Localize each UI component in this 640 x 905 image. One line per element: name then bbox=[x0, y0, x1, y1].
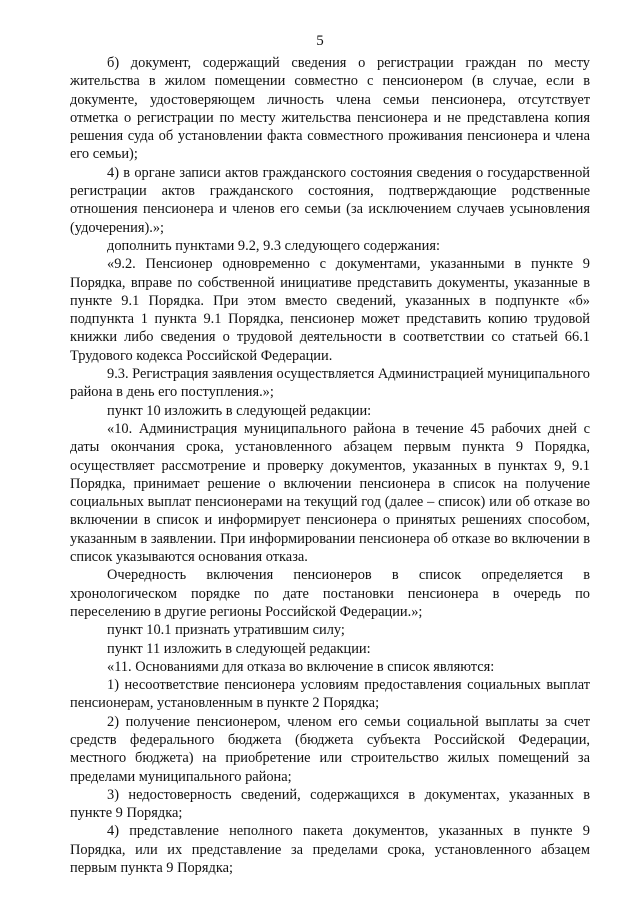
paragraph-add-9-2-9-3: дополнить пунктами 9.2, 9.3 следующего содержания: bbox=[107, 237, 440, 254]
page-number: 5 bbox=[316, 33, 324, 49]
paragraph-item-b-residence-document: б) документ, содержащий сведения о регистрации граждан по месту жительства в жилом помещении совместно с пенсионером (в случае, если в документе, удостоверяющем личность члена семьи пенсионера, отсутствует отметка о регистрации по месту жительства пенсионера и не представлена копия решения суда об установлении факта совместного проживания пенсионера и члена его семьи); bbox=[70, 55, 590, 163]
paragraph-refusal-3: 3) недостоверность сведений, содержащихся в документах, указанных в пункте 9 Порядка; bbox=[70, 786, 590, 822]
paragraph-point-10-amend: пункт 10 изложить в следующей редакции: bbox=[107, 402, 372, 419]
paragraph-queue-order: Очередность включения пенсионеров в список определяется в хронологическом порядке по дате постановки пенсионера в очередь по переселению в другие регионы Российской Федерации.»; bbox=[70, 567, 590, 620]
paragraph-point-9-2: «9.2. Пенсионер одновременно с документами, указанными в пункте 9 Порядка, вправе по собственной инициативе представить документы, указанные в пункте 9.1 Порядка. При этом вместо сведений, указанных в подпункте «б» подпункта 1 пункта 9.1 Порядка, пенсионер может представить копию трудовой книжки либо сведения о трудовой деятельности в соответствии со статьей 66.1 Трудового кодекса Российской Федерации. bbox=[70, 256, 590, 364]
paragraph-point-9-3: 9.3. Регистрация заявления осуществляется Администрацией муниципального района в день его поступления.»; bbox=[70, 366, 590, 401]
paragraph-point-10: «10. Администрация муниципального района в течение 45 рабочих дней с даты окончания срока, установленного абзацем первым пункта 9 Порядка, осуществляет рассмотрение и проверку документов, указанных в пунктах 9, 9.1 Порядка, принимает решение о включении пенсионера в список на получение социальных выплат пенсионерами на текущий год (далее – список) или об отказе во включении в список и информирует пенсионера о принятых решениях способом, указанным в заявлении. При информировании пенсионера об отказе во включении в список указываются основания отказа. bbox=[70, 420, 590, 566]
document-body bbox=[70, 54, 590, 877]
paragraph-item-4-civil-registry: 4) в органе записи актов гражданского состояния сведения о государственной регистрации актов гражданского состояния, подтверждающие родственные отношения пенсионера и членов его семьи (за исключением случаев усыновления (удочерения).»; bbox=[70, 164, 590, 236]
paragraph-point-11-amend: пункт 11 изложить в следующей редакции: bbox=[107, 640, 371, 657]
paragraph-refusal-2: 2) получение пенсионером, членом его семьи социальной выплаты за счет средств федерального бюджета (бюджета субъекта Российской Федерации, местного бюджета) на приобретение или строительство жилых помещений за пределами муниципального района; bbox=[70, 713, 590, 785]
paragraph-point-11: «11. Основаниями для отказа во включение в список являются: bbox=[107, 658, 495, 675]
paragraph-refusal-4: 4) представление неполного пакета документов, указанных в пункте 9 Порядка, или их представление за пределами срока, установленного абзацем первым пункта 9 Порядка; bbox=[70, 823, 590, 877]
paragraph-refusal-1: 1) несоответствие пенсионера условиям предоставления социальных выплат пенсионерам, установленным в пункте 2 Порядка; bbox=[70, 677, 590, 712]
paragraph-point-10-1-void: пункт 10.1 признать утратившим силу; bbox=[107, 622, 345, 639]
